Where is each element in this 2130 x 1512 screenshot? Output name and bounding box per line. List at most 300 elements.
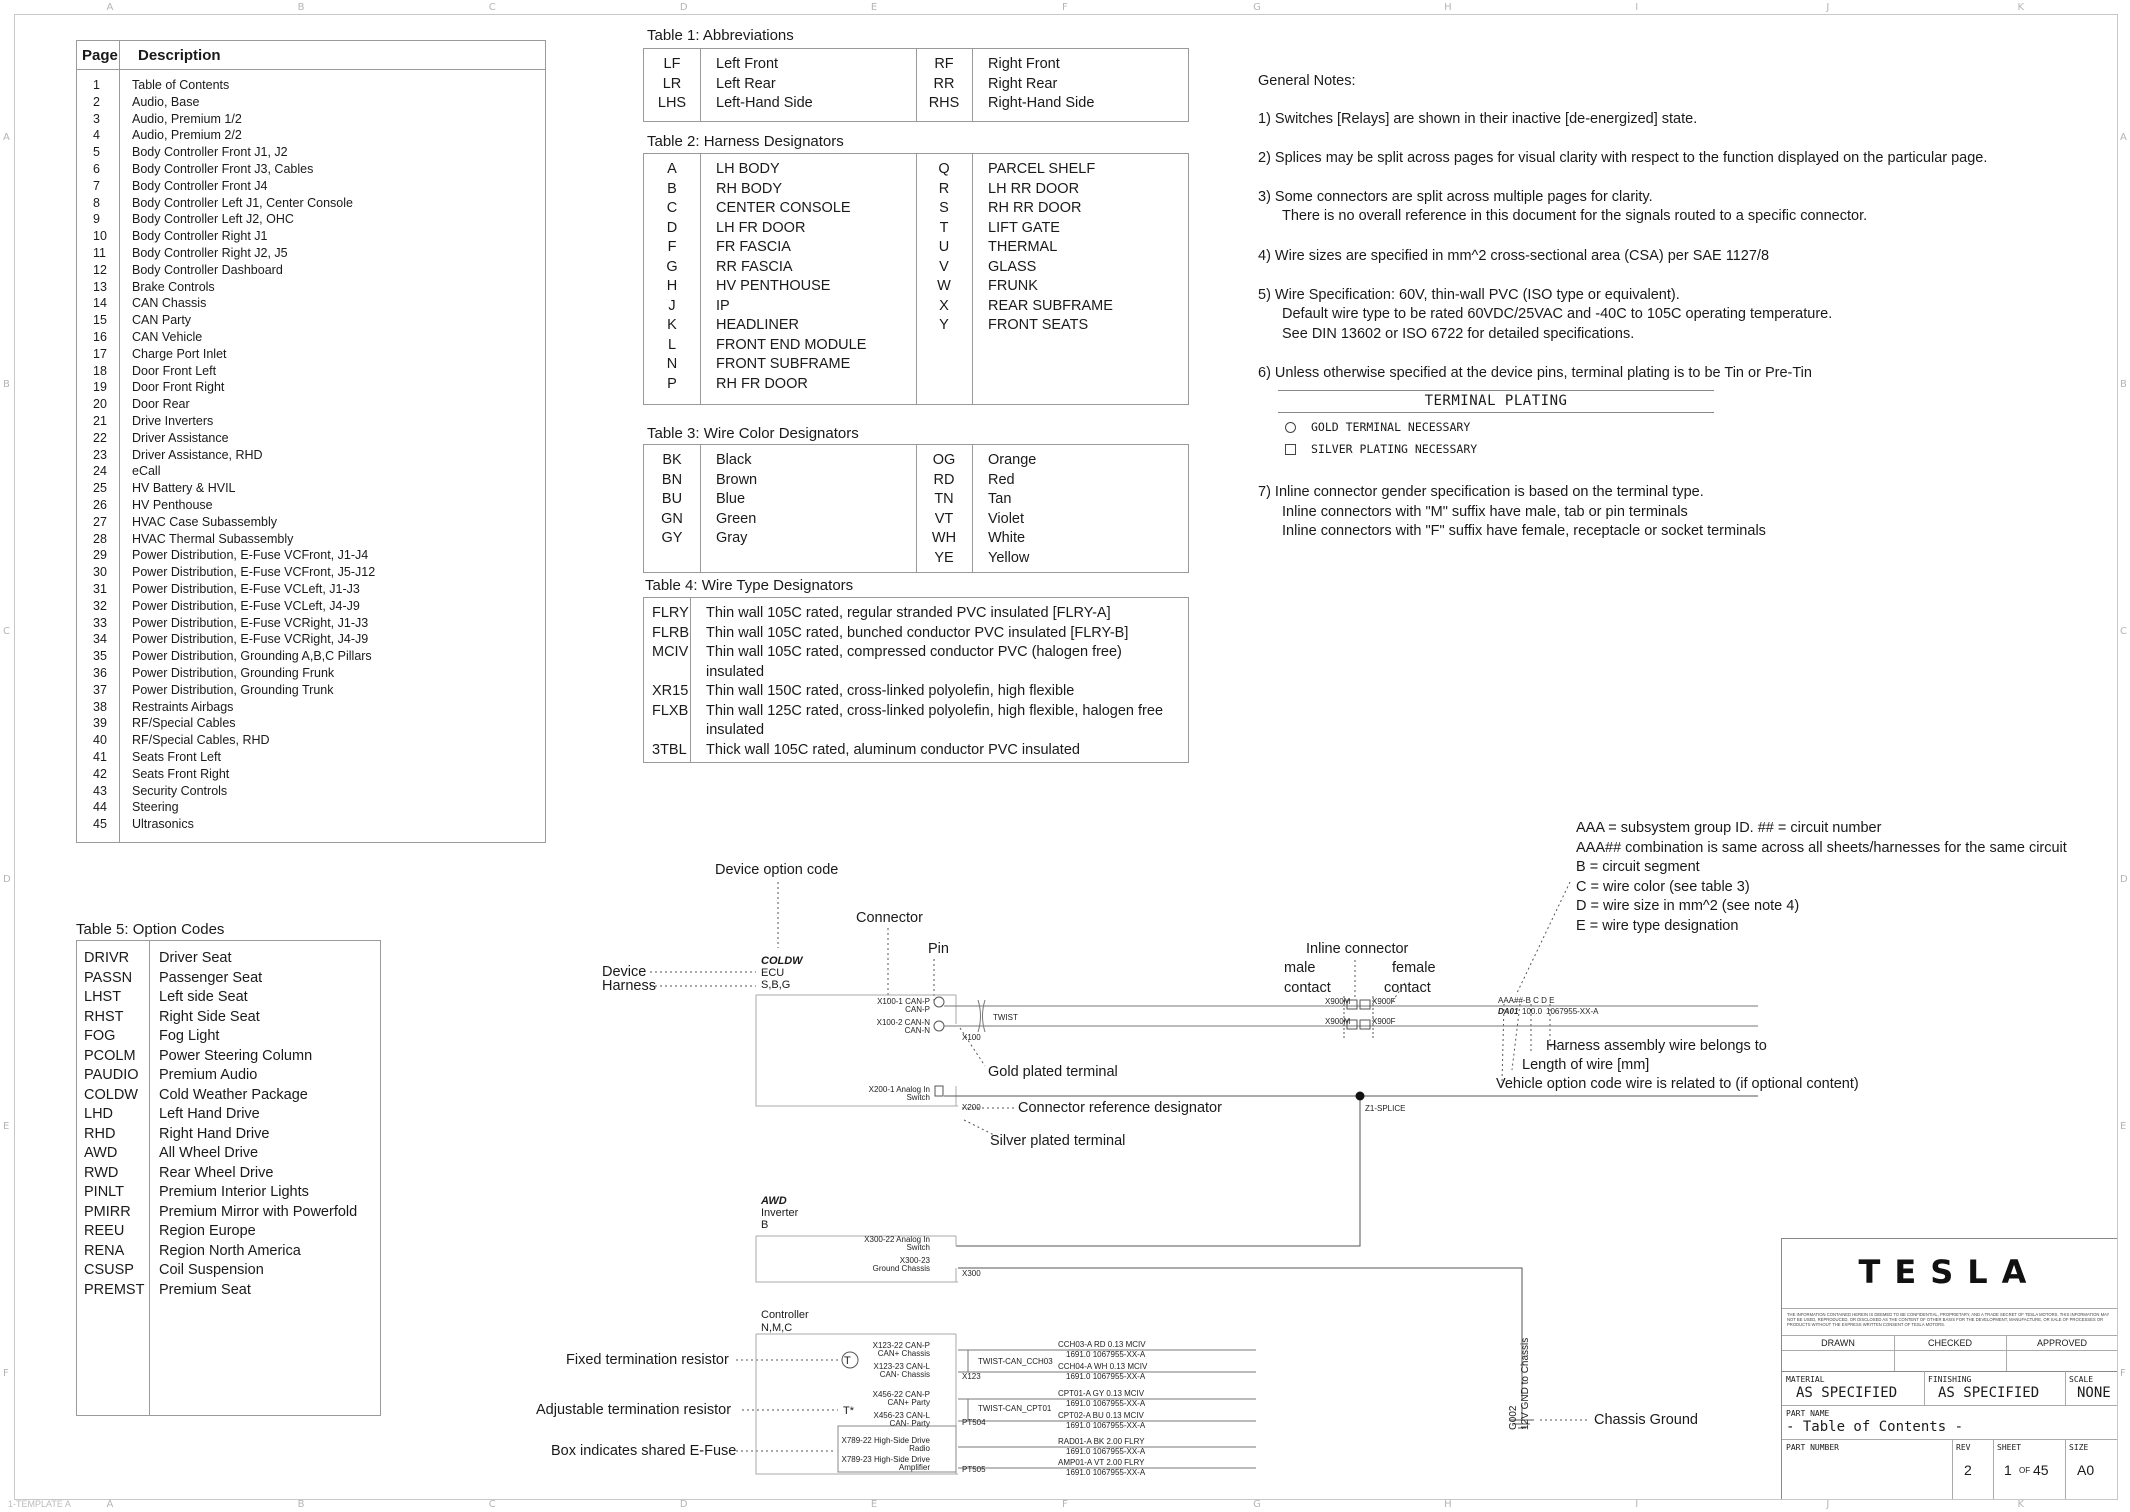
conn-x100: X100 <box>962 1033 981 1042</box>
pin-x200-1: X200-1 Analog In <box>868 1085 930 1094</box>
zone-column-marker: B <box>297 1499 305 1510</box>
wire-code-option: DA01 <box>1498 1007 1519 1016</box>
table2-code: W <box>937 278 951 294</box>
contents-page-number: 40 <box>93 733 107 748</box>
table4-code: FLXB <box>652 702 689 719</box>
table4-code: FLRB <box>652 624 690 641</box>
title-block <box>1781 1238 2117 1499</box>
contents-description: Power Distribution, E-Fuse VCRight, J1-J3 <box>132 615 369 630</box>
table3-meaning: Brown <box>716 471 758 488</box>
conn-pt505: PT505 <box>962 1465 986 1474</box>
pin-x100-2-sub: CAN-N <box>904 1026 930 1035</box>
note-7b: Inline connectors with "M" suffix have male, tab or pin terminals <box>1282 504 1688 520</box>
inline-x900f-b: X900F <box>1372 1017 1396 1026</box>
table2-code: N <box>666 356 678 372</box>
label-connector: Connector <box>856 910 923 926</box>
contents-description: HVAC Case Subassembly <box>132 514 277 529</box>
zone-row-marker: F <box>3 1368 9 1380</box>
contents-page-number: 14 <box>93 296 107 311</box>
pin-x200-1-sub: Switch <box>906 1093 930 1102</box>
contents-description: Drive Inverters <box>132 414 214 428</box>
pin-x789-22-sub: Radio <box>909 1444 930 1453</box>
contents-description: Power Distribution, E-Fuse VCFront, J1-J4 <box>132 548 369 563</box>
table2-code: D <box>666 219 678 236</box>
label-harness-assembly: Harness assembly wire belongs to <box>1546 1038 1767 1054</box>
table5-code: COLDW <box>84 1086 138 1103</box>
table5-code: PCOLM <box>84 1047 136 1064</box>
contents-description: Seats Front Left <box>132 750 221 764</box>
contents-description: Body Controller Front J1, J2 <box>132 145 288 160</box>
table3-code: WH <box>931 530 957 546</box>
contents-description: CAN Chassis <box>132 296 207 311</box>
table5-description: Premium Audio <box>159 1067 258 1083</box>
pin-x123-23: X123-23 CAN-L <box>873 1362 930 1371</box>
plating-silver-label: SILVER PLATING NECESSARY <box>1311 442 1478 456</box>
table3-code: OG <box>932 452 956 468</box>
table4-description-cont: insulated <box>706 663 765 680</box>
pin-x300-23-sub: Ground Chassis <box>872 1264 930 1273</box>
table5-description: Rear Wheel Drive <box>159 1164 274 1181</box>
wire-1-a: CCH03-A RD 0.13 MCIV <box>1058 1340 1146 1349</box>
contents-description: Body Controller Left J1, Center Console <box>132 195 353 210</box>
contents-page-number: 37 <box>93 682 107 697</box>
zone-column-marker: E <box>870 2 878 13</box>
pin-x100-1: X100-1 CAN-P <box>877 997 930 1006</box>
table2-code: Y <box>939 317 949 333</box>
table3-meaning: Tan <box>988 491 1012 507</box>
table2-code: P <box>667 375 677 392</box>
table3-meaning: Violet <box>988 510 1025 527</box>
contents-page-number: 22 <box>93 430 107 445</box>
table1-code: LF <box>663 56 681 72</box>
table2-code: U <box>938 239 950 255</box>
wire-6-b: 1691.0 1067955-XX-A <box>1066 1468 1146 1477</box>
contents-page-number: 3 <box>93 111 100 126</box>
contents-page-number: 44 <box>93 800 107 815</box>
note-6: 6) Unless otherwise specified at the device pins, terminal plating is to be Tin or Pre-Tin <box>1258 365 1812 381</box>
table5-code: DRIVR <box>84 950 130 966</box>
contents-header-page: Page <box>82 47 118 64</box>
label-inline-connector: Inline connector <box>1306 941 1409 957</box>
scale-label: SCALE <box>2069 1375 2094 1384</box>
table1-title: Table 1: Abbreviations <box>647 27 794 44</box>
contents-page-number: 30 <box>93 565 107 580</box>
confidentiality-notice: THE INFORMATION CONTAINED HEREIN IS DEEMED TO BE CONFIDENTIAL, PROPRIETARY, AND A TRADE SECRET OF TESLA MOTORS. THIS INFORMATION MAY NOT BE USED, REPRODUCED, OR DISCLOSED AS THE CONTENT OF OTHER BASIS FOR THE DEVELOPMENT, MANUFACTURE, OR SALE OF PROCESSES OR PRODUCTS WITHOUT THE EXPRESS WRITTEN CONSENT OF TESLA MOTORS. <box>1787 1312 2110 1328</box>
dev2-harness: B <box>761 1219 769 1231</box>
table3-meaning: White <box>988 530 1026 546</box>
table1-code: RHS <box>928 95 960 111</box>
contents-description: Restraints Airbags <box>132 699 234 714</box>
contents-description: Door Rear <box>132 397 190 412</box>
contents-description: Power Distribution, E-Fuse VCLeft, J1-J3 <box>132 582 360 596</box>
table4-code: 3TBL <box>652 741 687 758</box>
pin-x789-23: X789-23 High-Side Drive <box>841 1455 930 1464</box>
table2-code: J <box>668 297 676 314</box>
contents-description: CAN Party <box>132 313 192 328</box>
table5-description: Premium Mirror with Powerfold <box>159 1203 358 1220</box>
conn-pt504: PT504 <box>962 1418 986 1427</box>
note-1: 1) Switches [Relays] are shown in their inactive [de-energized] state. <box>1258 111 1698 127</box>
contents-page-number: 38 <box>93 699 107 714</box>
sheet-of: OF <box>2019 1466 2031 1475</box>
table5-description: Region Europe <box>159 1223 256 1239</box>
contents-description: Power Distribution, E-Fuse VCFront, J5-J12 <box>132 565 376 580</box>
contents-page-number: 23 <box>93 447 107 462</box>
table2-meaning: LH FR DOOR <box>716 219 806 236</box>
wire-1-b: 1691.0 1067955-XX-A <box>1066 1350 1146 1359</box>
table3-meaning: Blue <box>716 491 746 507</box>
table5-code: REEU <box>84 1223 125 1239</box>
table1-code: LHS <box>657 95 687 111</box>
zone-column-marker: A <box>106 1499 114 1510</box>
zone-row-marker: B <box>2120 379 2127 390</box>
table2-code: V <box>939 258 949 275</box>
zone-column-marker: G <box>1253 1499 1261 1510</box>
adjustable-resistor-symbol: T* <box>843 1405 854 1417</box>
contents-description: Door Front Right <box>132 380 225 395</box>
table4-description: Thin wall 125C rated, cross-linked polyolefin, high flexible, halogen free <box>706 702 1164 719</box>
contents-page-number: 10 <box>93 229 107 244</box>
table3-code: TN <box>934 491 954 507</box>
legend-line-1: AAA = subsystem group ID. ## = circuit number <box>1576 820 1882 836</box>
table5-code: AWD <box>84 1145 118 1161</box>
table2-code: A <box>667 161 677 177</box>
table4-description: Thin wall 105C rated, bunched conductor PVC insulated [FLRY-B] <box>706 624 1129 641</box>
table1-meaning: Right-Hand Side <box>988 95 1095 111</box>
contents-page-number: 21 <box>93 414 107 428</box>
note-5a: 5) Wire Specification: 60V, thin-wall PVC (ISO type or equivalent). <box>1258 287 1680 303</box>
rev-value: 2 <box>1964 1462 1972 1478</box>
sheet-total: 45 <box>2033 1462 2049 1478</box>
pin-x456-22: X456-22 CAN-P <box>872 1390 930 1399</box>
contents-description: HV Battery & HVIL <box>132 481 236 496</box>
table3-code: BN <box>661 471 683 488</box>
plating-gold-label: GOLD TERMINAL NECESSARY <box>1311 420 1471 434</box>
contents-page-number: 17 <box>93 346 107 361</box>
approved-label: APPROVED <box>2036 1338 2087 1348</box>
label-chassis-ground: Chassis Ground <box>1594 1412 1698 1428</box>
table2-meaning: LIFT GATE <box>988 219 1060 236</box>
contents-description: Body Controller Right J1 <box>132 229 268 244</box>
note-5b: Default wire type to be rated 60VDC/25VAC and -40C to 105C operating temperature. <box>1282 306 1833 322</box>
contents-page-number: 41 <box>93 750 107 764</box>
contents-page-number: 15 <box>93 313 107 328</box>
pin-x789-23-sub: Amplifier <box>898 1463 930 1472</box>
contents-page-number: 18 <box>93 363 107 378</box>
tesla-logo: TESLA <box>1858 1253 2041 1291</box>
part-number-label: PART NUMBER <box>1786 1443 1839 1452</box>
table2-title: Table 2: Harness Designators <box>647 133 844 150</box>
table4-code: FLRY <box>652 605 689 621</box>
contents-description: Audio, Premium 1/2 <box>132 111 242 126</box>
label-gold-terminal: Gold plated terminal <box>988 1064 1118 1080</box>
pin-x100-1-sub: CAN-P <box>905 1005 930 1014</box>
table5-description: Coil Suspension <box>159 1262 264 1278</box>
table2-code: F <box>667 239 677 255</box>
table3-meaning: Green <box>716 510 757 527</box>
terminal-plating-title: TERMINAL PLATING <box>1424 393 1568 409</box>
legend-line-5: D = wire size in mm^2 (see note 4) <box>1576 898 1800 914</box>
table5-description: Premium Interior Lights <box>159 1184 309 1200</box>
finishing-label: FINISHING <box>1928 1375 1972 1384</box>
table3-meaning: Gray <box>716 530 748 546</box>
table2-meaning: CENTER CONSOLE <box>716 200 851 216</box>
table4-code: XR15 <box>652 683 689 699</box>
finishing-value: AS SPECIFIED <box>1938 1385 2040 1401</box>
legend-line-6: E = wire type designation <box>1576 918 1739 934</box>
table1-code: RR <box>933 75 955 92</box>
table5-code: RENA <box>84 1242 125 1259</box>
contents-page-number: 13 <box>93 279 107 294</box>
table4-description: Thick wall 105C rated, aluminum conductor PVC insulated <box>706 741 1080 758</box>
splice-dot <box>1356 1092 1365 1101</box>
label-male: male <box>1284 960 1316 976</box>
table1-code: LR <box>662 75 682 92</box>
twist-cpt01: TWIST-CAN_CPT01 <box>978 1404 1052 1413</box>
contents-description: Power Distribution, Grounding Trunk <box>132 682 334 697</box>
table5-description: Passenger Seat <box>159 969 263 986</box>
wire-5-b: 1691.0 1067955-XX-A <box>1066 1447 1146 1456</box>
wire-3-a: CPT01-A GY 0.13 MCIV <box>1058 1389 1145 1398</box>
contents-description: Power Distribution, E-Fuse VCRight, J4-J9 <box>132 632 369 647</box>
label-fixed-resistor: Fixed termination resistor <box>566 1352 729 1368</box>
label-device: Device <box>602 964 647 980</box>
material-value: AS SPECIFIED <box>1796 1385 1898 1401</box>
zone-column-marker: G <box>1253 2 1261 13</box>
contents-description: HV Penthouse <box>132 498 213 512</box>
table5-description: Fog Light <box>159 1028 220 1044</box>
inline-x900m-b: X900M <box>1325 1017 1351 1026</box>
dev2-option: AWD <box>761 1195 787 1207</box>
splice-label: Z1-SPLICE <box>1365 1104 1406 1113</box>
table3-code: YE <box>934 549 954 566</box>
table2-meaning: LH RR DOOR <box>988 180 1080 197</box>
wire-code-format: AAA##-B C D E <box>1498 996 1555 1005</box>
zone-row-marker: D <box>3 873 11 885</box>
label-pin: Pin <box>928 941 949 957</box>
zone-row-marker: A <box>2120 131 2127 143</box>
table5-description: All Wheel Drive <box>159 1145 259 1161</box>
table1-meaning: Left Rear <box>716 75 776 92</box>
contents-page-number: 25 <box>93 481 107 496</box>
contents-page-number: 33 <box>93 615 107 630</box>
pin-x456-23-sub: CAN- Party <box>889 1419 930 1428</box>
contents-description: Power Distribution, Grounding A,B,C Pillars <box>132 649 372 664</box>
table2-meaning: RH FR DOOR <box>716 375 808 392</box>
table2-meaning: REAR SUBFRAME <box>988 297 1113 314</box>
table1-meaning: Left-Hand Side <box>716 95 813 111</box>
label-harness: Harness <box>602 978 656 994</box>
table2-meaning: HV PENTHOUSE <box>716 278 831 294</box>
table2-code: B <box>667 180 677 197</box>
table2-meaning: FRUNK <box>988 278 1038 294</box>
contents-page-number: 2 <box>93 94 100 109</box>
legend-line-2: AAA## combination is same across all sheets/harnesses for the same circuit <box>1576 840 2067 856</box>
table2-meaning: FRONT END MODULE <box>716 336 867 353</box>
contents-page-number: 35 <box>93 649 107 664</box>
contents-page-number: 8 <box>93 195 100 210</box>
contents-description: Ultrasonics <box>132 817 194 832</box>
contents-page-number: 32 <box>93 598 107 613</box>
footer-stamp: 1-TEMPLATE A <box>8 1499 71 1509</box>
table5-code: CSUSP <box>84 1262 134 1278</box>
dev1-harness: S,B,G <box>761 979 791 991</box>
contents-description: Body Controller Left J2, OHC <box>132 212 294 227</box>
table3-meaning: Black <box>716 452 752 468</box>
contents-description: Table of Contents <box>132 78 230 92</box>
table5-code: LHST <box>84 989 122 1005</box>
contents-description: Body Controller Front J4 <box>132 178 268 193</box>
contents-description: Power Distribution, E-Fuse VCLeft, J4-J9 <box>132 598 360 613</box>
pin-x456-22-sub: CAN+ Party <box>887 1398 930 1407</box>
wire-2-b: 1691.0 1067955-XX-A <box>1066 1372 1146 1381</box>
table5-description: Right Side Seat <box>159 1008 260 1025</box>
table5-description: Left side Seat <box>159 989 248 1005</box>
contents-page-number: 29 <box>93 548 107 563</box>
table4-code: MCIV <box>652 644 689 660</box>
pin-x300-22-sub: Switch <box>906 1243 930 1252</box>
table5-code: PAUDIO <box>84 1067 139 1083</box>
zone-row-marker: E <box>3 1121 10 1132</box>
contents-description: Body Controller Right J2, J5 <box>132 246 288 260</box>
pin-x123-23-sub: CAN- Chassis <box>879 1370 930 1379</box>
contents-description: RF/Special Cables <box>132 716 236 731</box>
table3-code: VT <box>934 510 954 527</box>
dev2-name: Inverter <box>761 1207 799 1219</box>
table2-code: S <box>939 200 949 216</box>
contents-page-number: 4 <box>93 128 100 143</box>
zone-row-marker: D <box>2120 873 2128 885</box>
contents-description: Brake Controls <box>132 279 215 294</box>
wire-4-b: 1691.0 1067955-XX-A <box>1066 1421 1146 1430</box>
contents-page-number: 1 <box>93 78 100 92</box>
table4-description-cont: insulated <box>706 722 765 738</box>
contents-description: Security Controls <box>132 783 228 798</box>
contents-description: Body Controller Dashboard <box>132 262 283 277</box>
label-silver-terminal: Silver plated terminal <box>990 1133 1126 1149</box>
table1-meaning: Right Front <box>988 56 1060 72</box>
wire-4-a: CPT02-A BU 0.13 MCIV <box>1058 1411 1144 1420</box>
table2-meaning: RH RR DOOR <box>988 200 1082 216</box>
note-4: 4) Wire sizes are specified in mm^2 cross-sectional area (CSA) per SAE 1127/8 <box>1258 248 1770 264</box>
pin-x300-22: X300-22 Analog In <box>864 1235 930 1244</box>
wire-code-length: 100.0 <box>1522 1007 1543 1016</box>
note-5c: See DIN 13602 or ISO 6722 for detailed specifications. <box>1282 326 1635 342</box>
table2-meaning: FRONT SUBFRAME <box>716 356 851 372</box>
table1-meaning: Left Front <box>716 56 779 72</box>
table2-meaning: RH BODY <box>716 180 783 197</box>
table5-code: LHD <box>84 1106 114 1122</box>
contents-description: Driver Assistance, RHD <box>132 447 263 462</box>
table2-code: L <box>667 336 677 353</box>
label-female: female <box>1392 960 1436 976</box>
zone-column-marker: K <box>2017 2 2025 13</box>
dev3-harness: N,M,C <box>761 1322 793 1334</box>
table1-code: RF <box>934 56 954 72</box>
contents-page-number: 5 <box>93 145 100 160</box>
label-connector-ref: Connector reference designator <box>1018 1100 1222 1116</box>
table1-meaning: Right Rear <box>988 75 1058 92</box>
zone-column-marker: D <box>679 2 688 13</box>
contents-page-number: 20 <box>93 397 107 412</box>
conn-x300: X300 <box>962 1269 981 1278</box>
zone-row-marker: F <box>2120 1368 2126 1380</box>
contents-page-number: 42 <box>93 766 107 781</box>
zone-column-marker: C <box>488 1499 496 1510</box>
contents-description: eCall <box>132 464 161 479</box>
table4-description: Thin wall 105C rated, compressed conductor PVC (halogen free) <box>706 644 1122 660</box>
table2-meaning: IP <box>716 297 730 314</box>
table4-description: Thin wall 150C rated, cross-linked polyolefin, high flexible <box>706 683 1075 699</box>
table2-meaning: PARCEL SHELF <box>988 161 1096 177</box>
table5-description: Power Steering Column <box>159 1047 313 1064</box>
contents-page-number: 24 <box>93 464 107 479</box>
table5-description: Left Hand Drive <box>159 1106 260 1122</box>
pin-x456-23: X456-23 CAN-L <box>873 1411 930 1420</box>
table5-description: Right Hand Drive <box>159 1125 270 1142</box>
table5-code: PMIRR <box>84 1203 131 1220</box>
contents-description: Charge Port Inlet <box>132 346 227 361</box>
material-label: MATERIAL <box>1786 1375 1825 1384</box>
contents-page-number: 31 <box>93 582 107 596</box>
table5-description: Region North America <box>159 1242 301 1259</box>
table5-code: PREMST <box>84 1281 145 1298</box>
zone-row-marker: C <box>3 626 10 638</box>
sheet-value: 1 <box>2004 1462 2012 1478</box>
pin-x789-22: X789-22 High-Side Drive <box>841 1436 930 1445</box>
zone-row-marker: A <box>3 131 10 143</box>
label-female-contact: contact <box>1384 980 1431 996</box>
contents-description: Audio, Premium 2/2 <box>132 128 242 143</box>
contents-page-number: 39 <box>93 716 107 731</box>
table2-meaning: LH BODY <box>716 161 780 177</box>
contents-description: Power Distribution, Grounding Frunk <box>132 666 335 680</box>
dev3-name: Controller <box>761 1309 809 1321</box>
contents-description: Driver Assistance <box>132 430 229 445</box>
table5-description: Cold Weather Package <box>159 1086 308 1103</box>
scale-value: NONE <box>2077 1385 2111 1401</box>
zone-column-marker: F <box>1062 1499 1068 1510</box>
wire-code-harness: 1067955-XX-A <box>1546 1007 1599 1016</box>
table2-code: Q <box>938 161 950 177</box>
table3-meaning: Red <box>988 471 1015 488</box>
table2-code: T <box>939 219 949 236</box>
contents-page-number: 7 <box>93 178 100 193</box>
table5-code: PINLT <box>84 1184 125 1200</box>
wire-6-a: AMP01-A VT 2.00 FLRY <box>1058 1458 1145 1467</box>
legend-line-4: C = wire color (see table 3) <box>1576 879 1750 895</box>
notes-title: General Notes: <box>1258 73 1356 89</box>
contents-page-number: 28 <box>93 531 107 546</box>
table2-meaning: FRONT SEATS <box>988 317 1089 333</box>
pin-x100-2: X100-2 CAN-N <box>876 1018 930 1027</box>
table5-title: Table 5: Option Codes <box>76 921 225 938</box>
dev1-option: COLDW <box>761 955 803 967</box>
contents-page-number: 27 <box>93 514 107 529</box>
note-3b: There is no overall reference in this document for the signals routed to a specific connector. <box>1282 208 1868 224</box>
contents-description: CAN Vehicle <box>132 330 203 344</box>
part-name-value: - Table of Contents - <box>1786 1419 1964 1435</box>
zone-column-marker: F <box>1062 2 1068 13</box>
zone-column-marker: H <box>1444 2 1452 13</box>
contents-page-number: 19 <box>93 380 107 395</box>
pin-x123-22-sub: CAN+ Chassis <box>877 1349 930 1358</box>
contents-description: RF/Special Cables, RHD <box>132 733 270 748</box>
table3-code: RD <box>933 471 955 488</box>
contents-page-number: 12 <box>93 262 107 277</box>
note-7c: Inline connectors with "F" suffix have female, receptacle or socket terminals <box>1282 523 1766 539</box>
zone-column-marker: H <box>1444 1499 1452 1510</box>
